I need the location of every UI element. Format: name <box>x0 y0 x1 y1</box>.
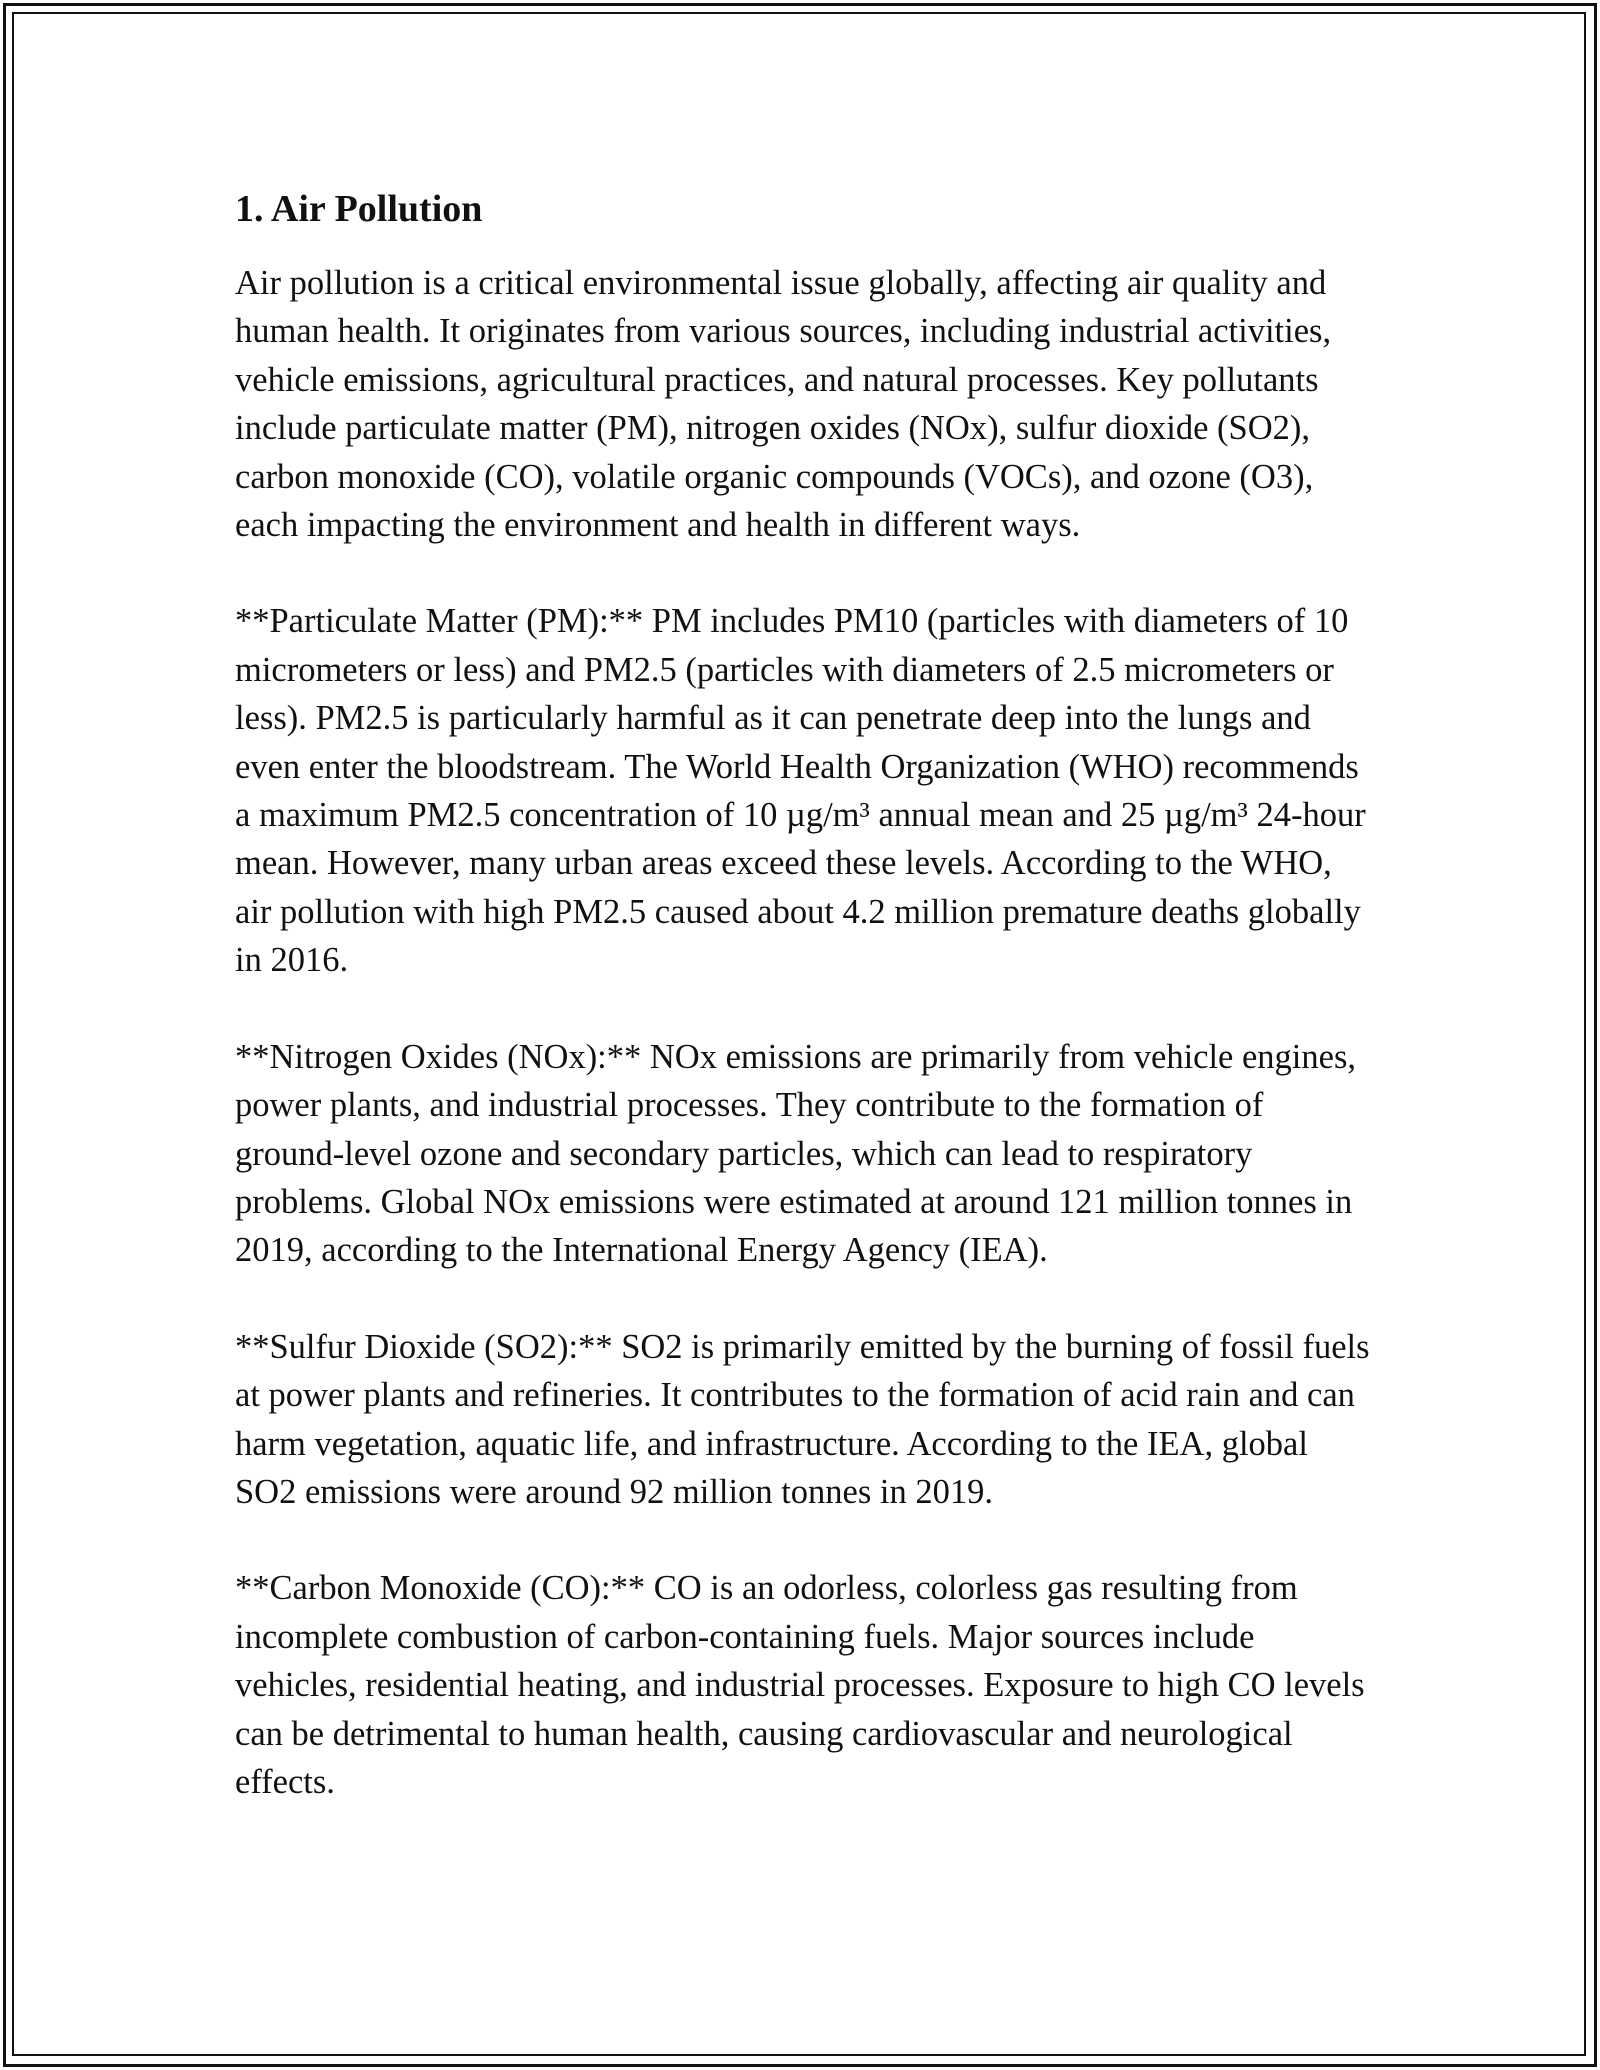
paragraph-sulfur-dioxide: **Sulfur Dioxide (SO2):** SO2 is primarily emitted by the burning of fossil fuels at power plants and refineries. It contributes to the formation of acid rain and can harm vegetation, aquatic life, and infrastructure. According to the IEA, global SO2 emissions were around 92 million tonnes in 2019. <box>235 1327 1370 1511</box>
section-heading: 1. Air Pollution <box>235 188 483 230</box>
document-body <box>235 185 1375 1854</box>
paragraph-intro: Air pollution is a critical environmental issue globally, affecting air quality and human health. It originates from various sources, including industrial activities, vehicle emissions, agricultural practices, and natural processes. Key pollutants include particulate matter (PM), nitrogen oxides (NOx), sulfur dioxide (SO2), carbon monoxide (CO), volatile organic compounds (VOCs), and ozone (O3), each impacting the environment and health in different ways. <box>235 264 1332 545</box>
paragraph-particulate-matter: **Particulate Matter (PM):** PM includes PM10 (particles with diameters of 10 micrometers or less) and PM2.5 (particles with diameters of 2.5 micrometers or less). PM2.5 is particularly harmful as it can penetrate deep into the lungs and even enter the bloodstream. The World Health Organization (WHO) recommends a maximum PM2.5 concentration of 10 µg/m³ annual mean and 25 µg/m³ 24-hour mean. However, many urban areas exceed these levels. According to the WHO, air pollution with high PM2.5 caused about 4.2 million premature deaths globally in 2016. <box>235 602 1366 980</box>
paragraph-carbon-monoxide: **Carbon Monoxide (CO):** CO is an odorless, colorless gas resulting from incomplete combustion of carbon-containing fuels. Major sources include vehicles, residential heating, and industrial processes. Exposure to high CO levels can be detrimental to human health, causing cardiovascular and neurological effects. <box>235 1569 1365 1801</box>
paragraph-nitrogen-oxides: **Nitrogen Oxides (NOx):** NOx emissions are primarily from vehicle engines, power plants, and industrial processes. They contribute to the formation of ground-level ozone and secondary particles, which can lead to respiratory problems. Global NOx emissions were estimated at around 121 million tonnes in 2019, according to the International Energy Agency (IEA). <box>235 1037 1356 1270</box>
